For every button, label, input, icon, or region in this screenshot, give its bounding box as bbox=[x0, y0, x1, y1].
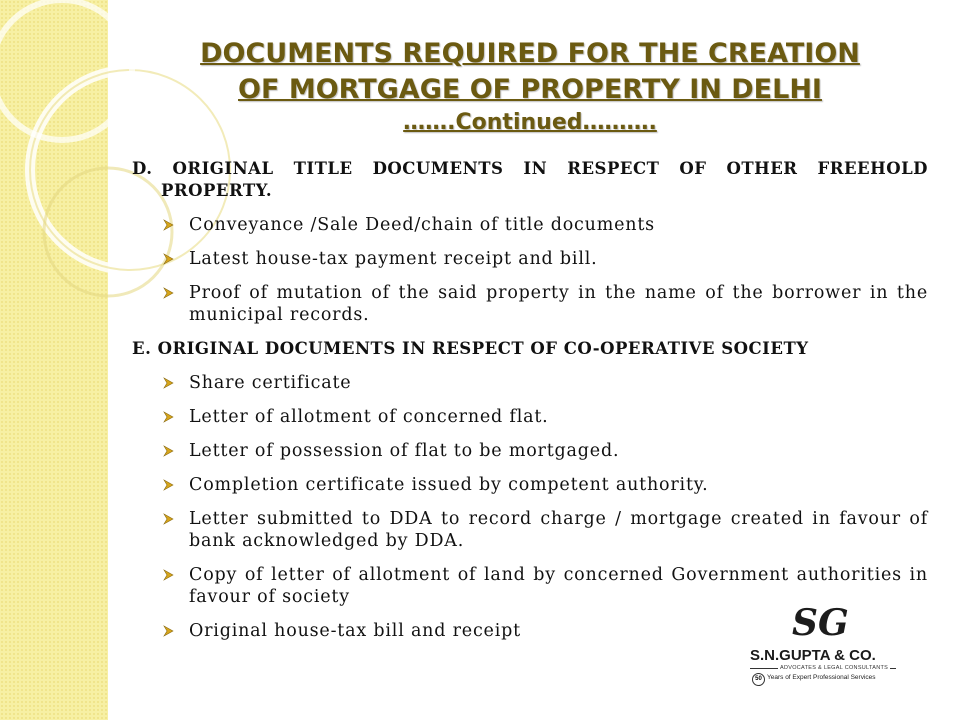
list-item-text: Copy of letter of allotment of land by concerned Government authorities in favour of society bbox=[189, 565, 928, 607]
arrow-bullet-icon bbox=[163, 377, 174, 389]
logo-badge: 50 bbox=[752, 673, 765, 686]
section-heading-d: D. ORIGINAL TITLE DOCUMENTS IN RESPECT OF OTHER FREEHOLD PROPERTY. bbox=[132, 159, 928, 200]
arrow-bullet-icon bbox=[163, 479, 174, 491]
company-logo bbox=[748, 600, 898, 692]
list-item-text: Proof of mutation of the said property in the name of the borrower in the municipal records. bbox=[189, 283, 928, 325]
decorative-left-band bbox=[0, 0, 108, 720]
list-item bbox=[132, 282, 928, 326]
title-line-2: OF MORTGAGE OF PROPERTY IN DELHI bbox=[238, 74, 822, 105]
logo-name: S.N.GUPTA & CO. bbox=[750, 647, 876, 664]
logo-subtitle: ADVOCATES & LEGAL CONSULTANTS bbox=[780, 665, 889, 671]
list-item bbox=[132, 406, 928, 428]
list-item-text: Share certificate bbox=[189, 373, 352, 393]
list-item-text: Letter of possession of flat to be mortgaged. bbox=[189, 441, 620, 461]
page-title bbox=[140, 36, 920, 138]
list-item bbox=[132, 372, 928, 394]
list-item-text: Original house-tax bill and receipt bbox=[189, 621, 521, 641]
list-item-text: Letter submitted to DDA to record charge / mortgage created in favour of bank acknowledged by DDA. bbox=[189, 509, 928, 551]
list-item bbox=[132, 248, 928, 270]
logo-tagline: Years of Expert Professional Services bbox=[767, 674, 876, 681]
title-line-1: DOCUMENTS REQUIRED FOR THE CREATION bbox=[200, 38, 860, 69]
arrow-bullet-icon bbox=[163, 445, 174, 457]
arrow-bullet-icon bbox=[163, 625, 174, 637]
list-item-text: Latest house-tax payment receipt and bill. bbox=[189, 249, 598, 269]
title-continued: …….Continued………. bbox=[403, 110, 657, 135]
arrow-bullet-icon bbox=[163, 411, 174, 423]
section-heading-e: E. ORIGINAL DOCUMENTS IN RESPECT OF CO-OPERATIVE SOCIETY bbox=[132, 339, 809, 358]
list-item-text: Conveyance /Sale Deed/chain of title documents bbox=[189, 215, 655, 235]
logo-monogram: SG bbox=[792, 602, 849, 644]
list-item-text: Letter of allotment of concerned flat. bbox=[189, 407, 549, 427]
list-item-text: Completion certificate issued by competent authority. bbox=[189, 475, 709, 495]
list-item bbox=[132, 508, 928, 552]
list-item bbox=[132, 440, 928, 462]
arrow-bullet-icon bbox=[163, 287, 174, 299]
slide-content bbox=[132, 158, 928, 654]
arrow-bullet-icon bbox=[163, 513, 174, 525]
arrow-bullet-icon bbox=[163, 253, 174, 265]
arrow-bullet-icon bbox=[163, 219, 174, 231]
list-item bbox=[132, 474, 928, 496]
arrow-bullet-icon bbox=[163, 569, 174, 581]
list-item bbox=[132, 214, 928, 236]
